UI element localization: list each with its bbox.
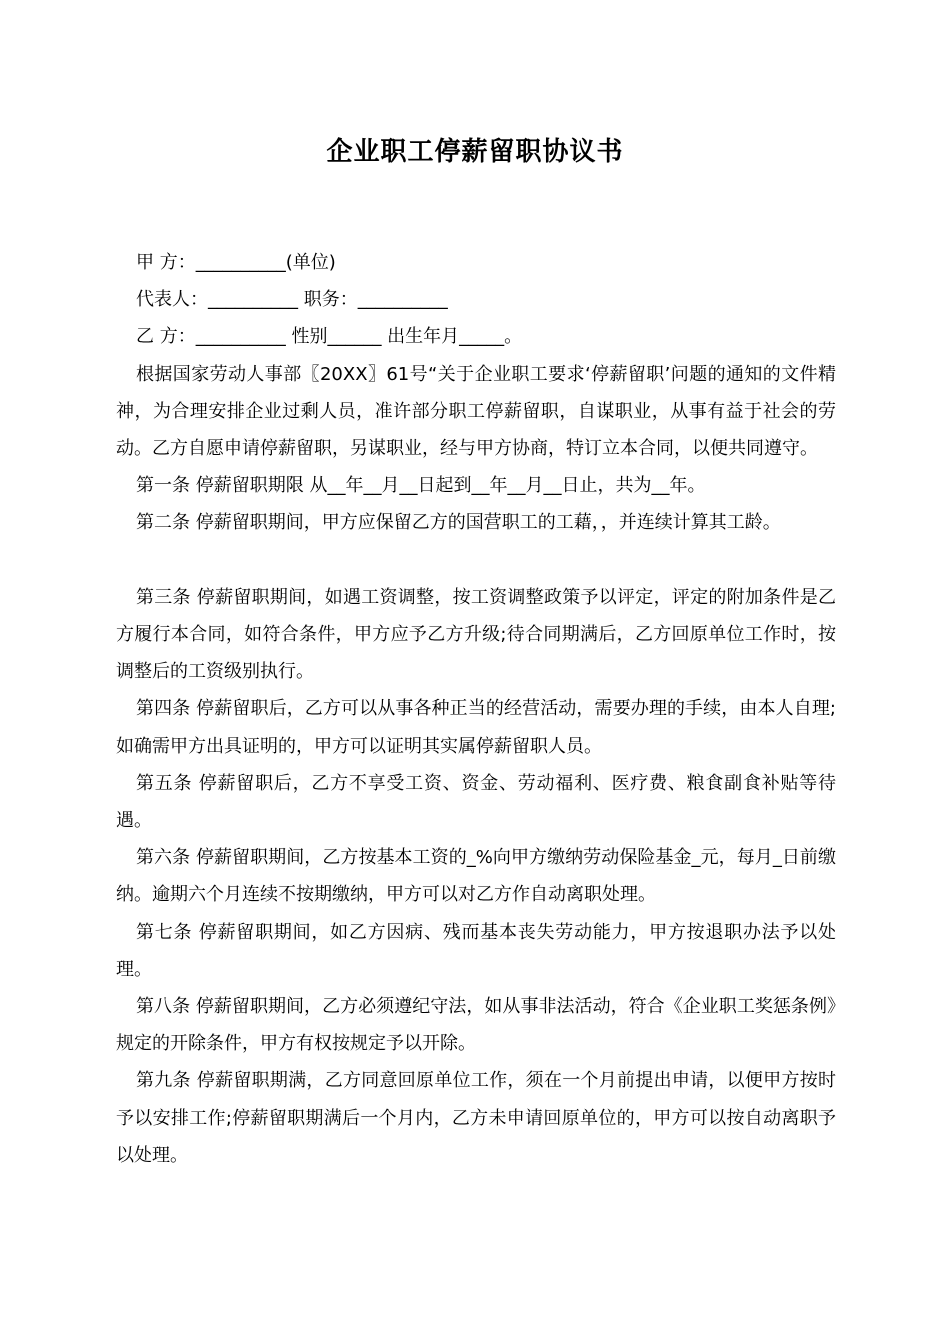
preamble-paragraph: 根据国家劳动人事部〖20XX〗61号“关于企业职工要求‘停薪留职’问题的通知的文件精神，为合理安排企业过剩人员，准许部分职工停薪留职，自谋职业，从事有益于社会的劳动。乙方自愿申请停薪留职，另谋职业，经与甲方协商，特订立本合同，以便共同遵守。 [116, 363, 836, 460]
party-b-line: 乙 方：__________ 性别______ 出生年月_____。 [136, 326, 523, 348]
article-6: 第六条 停薪留职期间，乙方按基本工资的_%向甲方缴纳劳动保险基金_元，每月_日前缴纳。逾期六个月连续不按期缴纳，甲方可以对乙方作自动离职处理。 [116, 847, 836, 906]
article-9: 第九条 停薪留职期满，乙方同意回原单位工作，须在一个月前提出申请，以便甲方按时予以安排工作;停薪留职期满后一个月内，乙方未申请回原单位的，甲方可以按自动离职予以处理。 [116, 1070, 836, 1166]
article-3: 第三条 停薪留职期间，如遇工资调整，按工资调整政策予以评定，评定的附加条件是乙方履行本合同，如符合条件，甲方应予乙方升级;待合同期满后，乙方回原单位工作时，按调整后的工资级别执行。 [116, 586, 836, 683]
article-1: 第一条 停薪留职期限 从__年__月__日起到__年__月__日止，共为__年。 [136, 475, 706, 497]
article-7: 第七条 停薪留职期间，如乙方因病、残而基本丧失劳动能力，甲方按退职办法予以处理。 [116, 921, 836, 980]
document-title: 企业职工停薪留职协议书 [326, 137, 624, 167]
representative-line: 代表人：__________ 职务：__________ [136, 289, 448, 311]
article-4: 第四条 停薪留职后，乙方可以从事各种正当的经营活动，需要办理的手续，由本人自理;如确需甲方出具证明的，甲方可以证明其实属停薪留职人员。 [116, 698, 836, 757]
article-8: 第八条 停薪留职期间，乙方必须遵纪守法，如从事非法活动，符合《企业职工奖惩条例》规定的开除条件，甲方有权按规定予以开除。 [116, 996, 836, 1055]
paragraph-spacer [116, 542, 836, 579]
party-a-line: 甲 方：__________(单位) [136, 252, 336, 273]
article-2: 第二条 停薪留职期间，甲方应保留乙方的国营职工的工藉，，并连续计算其工龄。 [136, 512, 781, 534]
article-5: 第五条 停薪留职后，乙方不享受工资、资金、劳动福利、医疗费、粮食副食补贴等待遇。 [116, 772, 836, 832]
document-body [116, 244, 836, 1174]
